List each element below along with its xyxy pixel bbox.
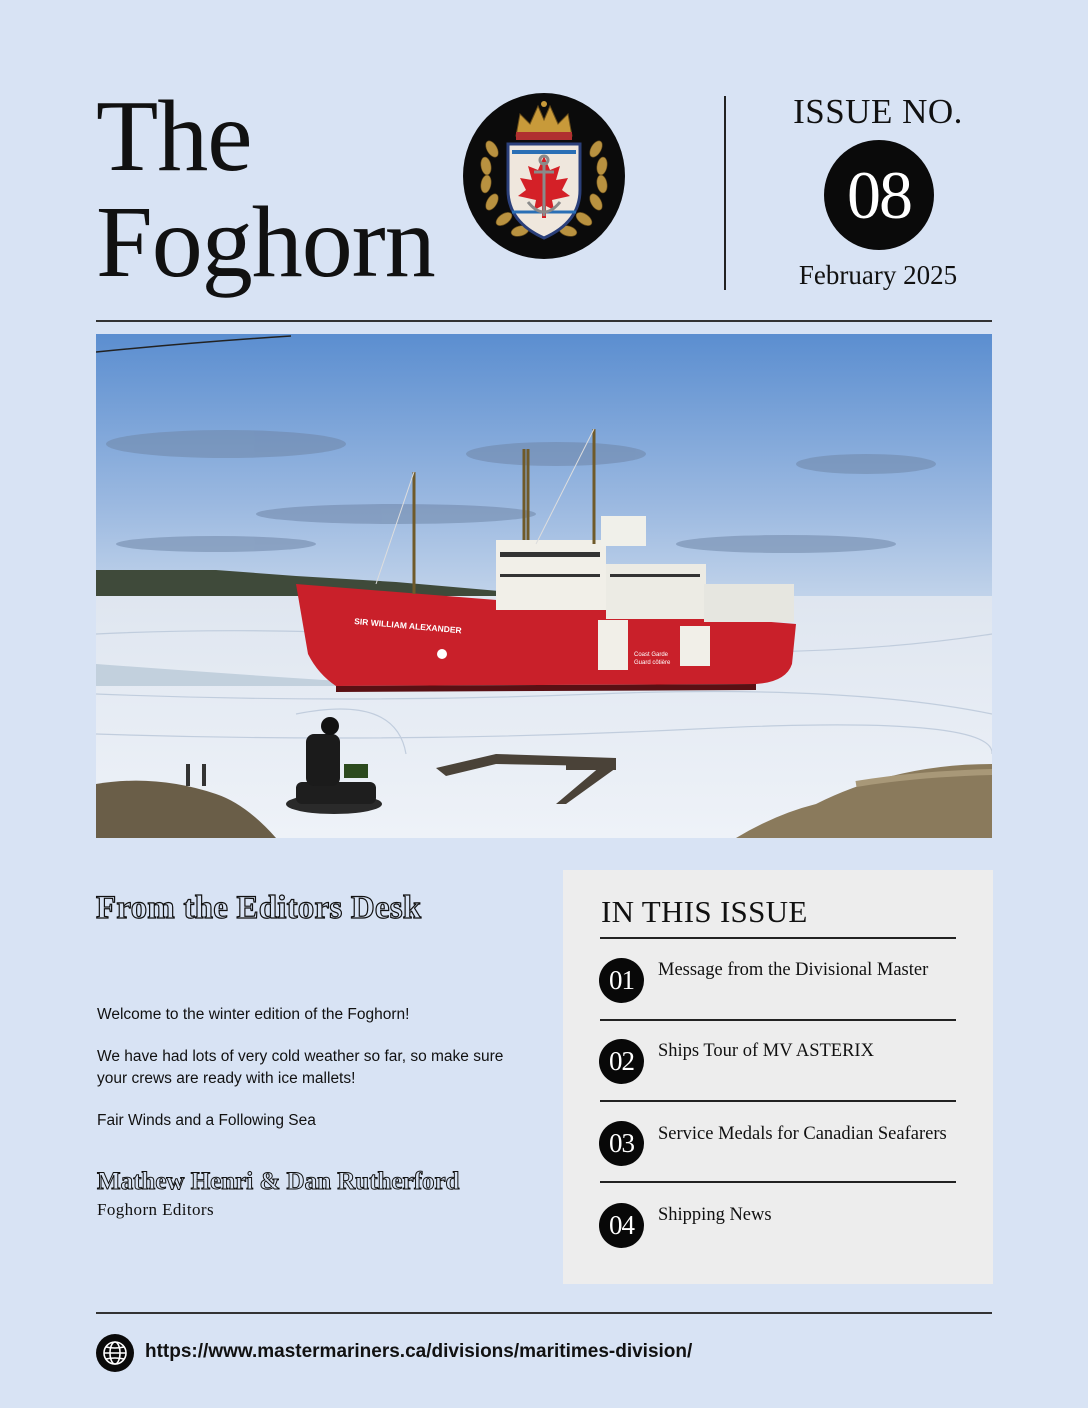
hull-text-2: Guard côtière — [634, 660, 671, 666]
editors-role: Foghorn Editors — [97, 1200, 214, 1219]
editors-signature: Mathew Henri & Dan Rutherford — [97, 1168, 460, 1195]
toc-rule — [600, 1181, 956, 1183]
masthead-title-the: The — [96, 80, 252, 193]
toc-number-badge: 02 — [599, 1039, 644, 1084]
footer-rule — [96, 1312, 992, 1314]
toc-number-badge: 01 — [599, 958, 644, 1003]
editors-paragraph-2: We have had lots of very cold weather so far, so make sure your crews are ready with ice mallets! — [97, 1048, 504, 1087]
toc-item-service-medals[interactable]: Service Medals for Canadian Seafarers — [658, 1124, 947, 1144]
toc-rule — [600, 937, 956, 939]
in-this-issue-title: IN THIS ISSUE — [601, 894, 808, 929]
footer-website-link[interactable]: https://www.mastermariners.ca/divisions/maritimes-division/ — [145, 1341, 693, 1362]
toc-rule — [600, 1100, 956, 1102]
editors-desk-heading: From the Editors Desk — [96, 890, 422, 926]
header-rule — [96, 320, 992, 322]
editors-paragraph-3: Fair Winds and a Following Sea — [97, 1112, 316, 1129]
masthead-title-foghorn: Foghorn — [96, 186, 435, 299]
masthead-divider — [724, 96, 726, 290]
toc-item-ships-tour[interactable]: Ships Tour of MV ASTERIX — [658, 1041, 874, 1061]
globe-icon — [96, 1334, 134, 1372]
issue-number-badge: 08 — [824, 140, 934, 250]
division-crest-logo — [462, 92, 626, 260]
issue-label: ISSUE NO. — [793, 92, 963, 131]
issue-date: February 2025 — [798, 260, 958, 290]
ship-name-label: SIR WILLIAM ALEXANDER — [353, 616, 463, 636]
toc-item-divisional-master[interactable]: Message from the Divisional Master — [658, 960, 929, 980]
hull-text-1: Coast Garde — [634, 652, 669, 658]
toc-item-shipping-news[interactable]: Shipping News — [658, 1205, 772, 1225]
toc-number-badge: 03 — [599, 1121, 644, 1166]
toc-number-badge: 04 — [599, 1203, 644, 1248]
in-this-issue-panel — [563, 870, 993, 1284]
toc-rule — [600, 1019, 956, 1021]
editors-paragraph-1: Welcome to the winter edition of the Foghorn! — [97, 1006, 410, 1023]
hero-photo-icebreaker — [96, 334, 992, 838]
